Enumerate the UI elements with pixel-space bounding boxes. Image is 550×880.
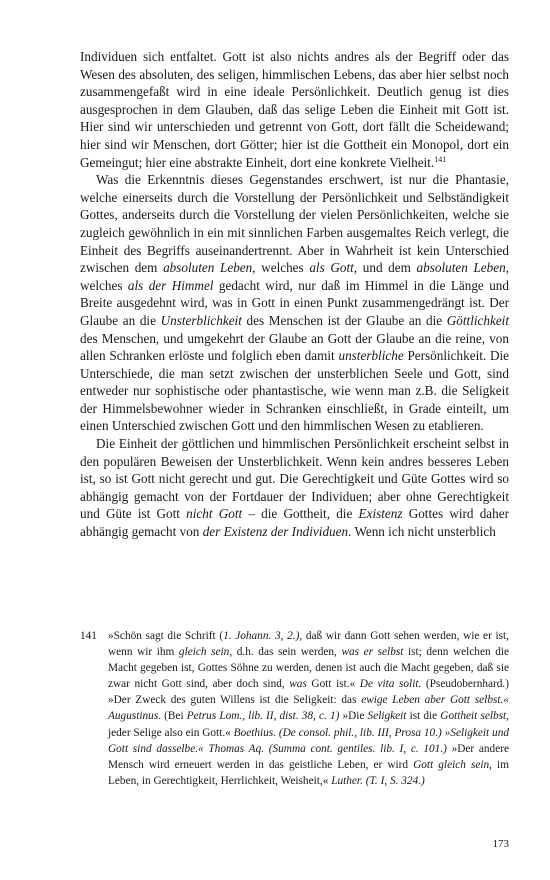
italic-run: Petrus Lom., lib. II, dist. 38, c. 1) <box>186 710 340 723</box>
italic-run: absoluten Leben <box>416 260 506 276</box>
text-run: gedacht wird, nur daß im Himmel in die Länge und Breite ausgedehnt wird, was in Gott in einen Punkt zusammengedrängt ist. Der Glaube an die <box>80 277 509 328</box>
text-run: Die Einheit der göttlichen und himmlischen Persönlichkeit erscheint selbst in den populären Beweisen der Unsterblichkeit. Wenn kein andres besseres Leben ist, so ist Gott nicht gerecht und gut. Die Gerechtigkeit und Güte Gottes wird so abhängig gemacht von der Fortdauer der Individuen; aber ohne Gerechtigkeit und Güte ist Gott <box>80 436 509 522</box>
text-run: , welches <box>252 260 310 276</box>
italic-run: als Gott <box>309 260 354 276</box>
italic-run: was er selbst <box>341 646 404 659</box>
footnote-reference: 141 <box>434 154 447 164</box>
text-run: Gott ist.« <box>306 678 360 691</box>
italic-run: Boethius. (De consol. phil., lib. III, Prosa 10.) »Seligkeit und Gott sind dasselbe.« Thomas Aq. (Summa cont. gentiles. lib. I, c. 101.) <box>108 726 509 755</box>
text-run: »Schön sagt die Schrift ( <box>108 630 224 642</box>
text-run: , und dem <box>353 260 417 276</box>
paragraph-3 <box>80 435 509 541</box>
italic-run: 1. Johann. 3, 2.) <box>223 630 300 642</box>
text-run: . Wenn ich nicht unsterblich <box>348 524 496 540</box>
text-run: ist die <box>406 710 441 723</box>
text-run: des Menschen ist der Glaube an die <box>241 312 447 328</box>
italic-run: Gottheit selbst <box>440 710 507 723</box>
text-run: , daß wir dann Gott sehen werden, wie er ist, wenn wir ihm <box>108 630 510 659</box>
italic-run: Unsterblichkeit <box>160 312 242 328</box>
italic-run: unsterbliche <box>338 348 404 364</box>
italic-run: absoluten Leben <box>163 260 253 276</box>
footnote-141 <box>80 628 509 789</box>
italic-run: De vita solit. <box>359 678 422 691</box>
italic-run: nicht Gott <box>186 506 243 522</box>
footnotes <box>80 628 509 789</box>
text-run: , d.h. das sein werden, <box>229 646 342 659</box>
text-run: , im Leben, in Gerechtigkeit, Herrlichkeit, Weisheit,« <box>108 758 509 787</box>
footnote-number: 141 <box>80 630 97 642</box>
text-run: Individuen sich entfaltet. Gott ist also nichts andres als der Begriff oder das Wesen des absoluten, des seligen, himmlischen Lebens, das aber hier selbst noch zusammengefaßt wird in eine ideale Persönlichkeit. Deutlich genug ist dies ausgesprochen in dem Glauben, daß das selige Leben die Einheit mit Gott ist. Hier sind wir unterschieden und getrennt von Gott, dort fällt die Scheidewand; hier sind wir Menschen, dort Götter; hier ist die Gottheit ein Monopol, dort ein Gemeingut; hier eine abstrakte Einheit, dort eine konkrete Vielheit. <box>80 49 509 170</box>
text-run: ist; denn welchen die Macht gegeben ist, Gottes Söhne zu werden, denen ist auch die Macht gegeben, daß sie zwar nicht Gott sind, aber doch sind, <box>108 646 510 691</box>
text-run: Was die Erkenntnis dieses Gegenstandes erschwert, ist nur die Phantasie, welche einerseits durch die Vorstellung der Persönlichkeit und Selbständigkeit Gottes, anderseits durch die Vorstellung der vielen Persönlichkeiten, welche sie zugleich gewöhnlich in ein mit sinnlichen Farben ausgemaltes Reich verlegt, die Einheit des Begriffs auseinandertrennt. Aber in Wahrheit ist kein Unterschied zwischen dem <box>80 172 509 276</box>
text-run: »Die <box>339 710 368 723</box>
text-run: Gottes wird daher abhängig gemacht von <box>80 506 509 540</box>
text-run: (Pseudobernhard.) »Der Zweck des guten Willens ist die Seligkeit: das <box>108 678 510 707</box>
main-text <box>80 48 509 541</box>
text-run: »Der andere Mensch wird erneuert werden in das geistliche Leben, er wird <box>108 742 509 771</box>
text-run: Persönlichkeit. Die Unterschiede, die man setzt zwischen der unsterblichen Seele und Gott, sind entweder nur sophistische oder phantastische, wie wenn man z.B. die Seligkeit der Himmelsbewohner wieder in Schranken einschließt, in Grade einteilt, um einen Unterschied zwischen Gott und den himmlischen Wesen zu etablieren. <box>80 348 509 434</box>
text-run: des Menschen, und umgekehrt der Glaube an Gott der Glaube an die reine, von allen Schranken erlöste und folglich eben damit <box>80 330 509 364</box>
text-run: , jeder Selige also ein Gott.« <box>108 710 509 739</box>
paragraph-1 <box>80 48 509 171</box>
text-run: . (Bei <box>158 710 187 723</box>
italic-run: was <box>289 678 307 691</box>
paragraph-2 <box>80 171 509 435</box>
italic-run: Göttlichkeit <box>446 312 510 328</box>
italic-run: ewige Leben aber Gott selbst.« Augustinus <box>108 694 509 723</box>
italic-run: gleich sein <box>178 646 230 659</box>
text-run: – die Gottheit, die <box>242 506 359 522</box>
italic-run: Existenz <box>358 506 403 522</box>
italic-run: Seligkeit <box>367 710 407 723</box>
page-number: 173 <box>492 838 509 850</box>
text-run: , welches <box>80 260 510 293</box>
italic-run: Luther. (T. I, S. 324.) <box>331 774 425 787</box>
footnote-text <box>108 630 509 787</box>
italic-run: der Existenz der Individuen <box>202 524 349 540</box>
italic-run: als der Himmel <box>127 277 214 293</box>
italic-run: Gott gleich sein <box>413 758 490 771</box>
